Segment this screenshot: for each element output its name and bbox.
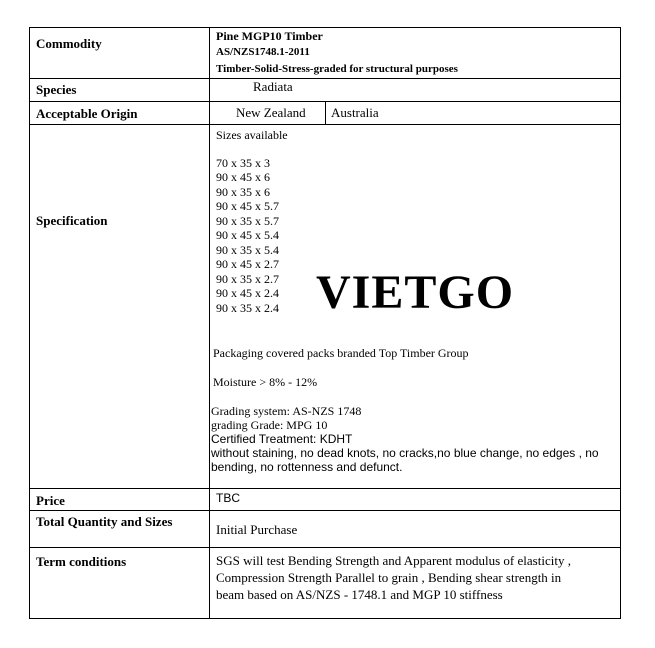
size-item: 90 x 45 x 2.4 xyxy=(216,286,279,300)
origin-cell-divider xyxy=(325,101,326,125)
size-item: 90 x 45 x 5.7 xyxy=(216,199,279,213)
commodity-standard: AS/NZS1748.1-2011 xyxy=(216,46,310,58)
packaging-text: Packaging covered packs branded Top Timber Group xyxy=(213,346,469,360)
row-divider-terms xyxy=(29,547,621,548)
commodity-description: Timber-Solid-Stress-graded for structural purposes xyxy=(216,63,458,75)
commodity-label: Commodity xyxy=(36,36,102,51)
size-item: 90 x 35 x 5.4 xyxy=(216,243,279,257)
quantity-label: Total Quantity and Sizes xyxy=(36,514,173,529)
size-item: 70 x 35 x 3 xyxy=(216,156,270,170)
watermark: VIETGO xyxy=(316,266,515,319)
size-item: 90 x 35 x 6 xyxy=(216,185,270,199)
terms-line-1: SGS will test Bending Strength and Apparent modulus of elasticity , xyxy=(216,553,571,568)
size-item: 90 x 35 x 5.7 xyxy=(216,214,279,228)
origin-label: Acceptable Origin xyxy=(36,106,138,121)
origin-australia: Australia xyxy=(331,105,379,120)
moisture-text: Moisture > 8% - 12% xyxy=(213,375,318,389)
size-item: 90 x 35 x 2.7 xyxy=(216,272,279,286)
quantity-value: Initial Purchase xyxy=(216,522,298,537)
row-divider-species xyxy=(29,78,621,79)
size-item: 90 x 45 x 2.7 xyxy=(216,257,279,271)
sizes-heading: Sizes available xyxy=(216,128,288,142)
species-label: Species xyxy=(36,82,77,97)
terms-label: Term conditions xyxy=(36,554,127,569)
price-label: Price xyxy=(36,493,65,508)
table-bottom-border xyxy=(29,618,621,619)
size-item: 90 x 35 x 2.4 xyxy=(216,301,279,315)
origin-new-zealand: New Zealand xyxy=(236,105,306,120)
row-divider-quantity xyxy=(29,510,621,511)
terms-line-2: Compression Strength Parallel to grain , Bending shear strength in xyxy=(216,570,562,585)
grading-grade-text: grading Grade: MPG 10 xyxy=(211,418,328,432)
commodity-name: Pine MGP10 Timber xyxy=(216,29,323,43)
species-value: Radiata xyxy=(253,79,293,94)
table-right-border xyxy=(620,27,621,619)
specification-label: Specification xyxy=(36,213,108,228)
row-divider-price xyxy=(29,488,621,489)
grading-system-text: Grading system: AS-NZS 1748 xyxy=(211,404,362,418)
defects-line-1: without staining, no dead knots, no cracks,no blue change, no edges , no xyxy=(211,446,599,460)
table-left-border xyxy=(29,27,30,619)
defects-line-2: bending, no rottenness and defunct. xyxy=(211,460,403,474)
price-value: TBC xyxy=(216,491,240,505)
size-item: 90 x 45 x 5.4 xyxy=(216,228,279,242)
column-divider xyxy=(209,27,210,619)
terms-line-3: beam based on AS/NZS - 1748.1 and MGP 10 stiffness xyxy=(216,587,503,602)
table-top-border xyxy=(29,27,621,28)
size-item: 90 x 45 x 6 xyxy=(216,170,270,184)
treatment-text: Certified Treatment: KDHT xyxy=(211,432,353,446)
